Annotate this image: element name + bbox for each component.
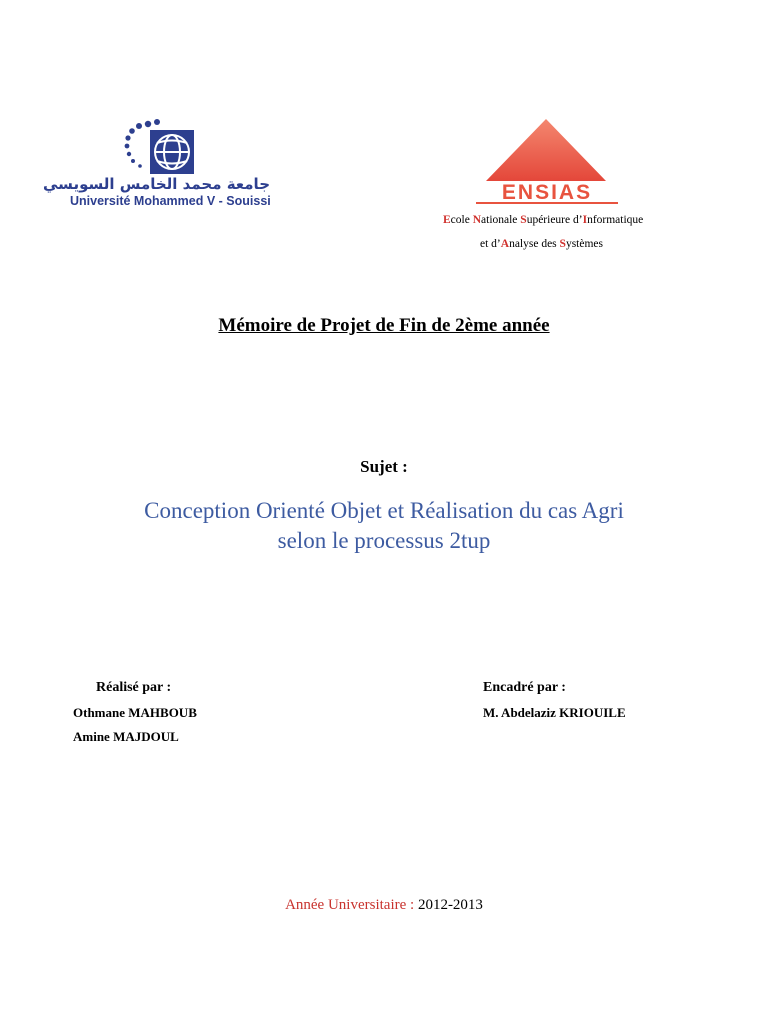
academic-year-value: 2012-2013	[417, 897, 483, 913]
school-name-line1	[443, 214, 643, 226]
ensias-triangle-icon	[486, 119, 606, 181]
author-name: Othmane MAHBOUB	[73, 705, 197, 720]
school-cap: S	[559, 238, 566, 250]
school-word: ystèmes	[565, 238, 604, 250]
subject-line2: selon le processus 2tup	[277, 528, 491, 553]
academic-year	[0, 897, 768, 914]
school-word: ationale	[481, 214, 521, 226]
school-word: upérieure d’	[526, 214, 583, 226]
school-word: cole	[450, 214, 473, 226]
document-title: Mémoire de Projet de Fin de 2ème année	[218, 315, 550, 336]
school-word: nformatique	[587, 214, 644, 226]
school-cap: N	[472, 214, 482, 226]
school-cap: S	[520, 214, 527, 226]
school-cap: A	[500, 238, 510, 250]
school-word: et d’	[480, 238, 501, 250]
school-cap: I	[582, 214, 588, 226]
subject-label: Sujet :	[360, 457, 408, 476]
school-word: nalyse des	[509, 238, 560, 250]
university-name-arabic: جامعة محمد الخامس السويسي	[43, 175, 270, 193]
supervisor-name: M. Abdelaziz KRIOUILE	[483, 705, 626, 720]
school-cap: E	[443, 214, 451, 226]
university-name-latin: Université Mohammed V - Souissi	[70, 194, 271, 208]
author-name: Amine MAJDOUL	[73, 729, 179, 744]
ensias-acronym: ENSIAS	[501, 181, 593, 204]
realise-par-label: Réalisé par :	[96, 680, 172, 695]
subject-text	[60, 496, 708, 556]
school-name-line2	[480, 238, 603, 250]
subject-line1: Conception Orienté Objet et Réalisation du cas Agri	[144, 498, 624, 523]
academic-year-label: Année Universitaire :	[285, 897, 415, 913]
encadre-par-label: Encadré par :	[483, 680, 566, 695]
globe-icon	[155, 135, 189, 169]
